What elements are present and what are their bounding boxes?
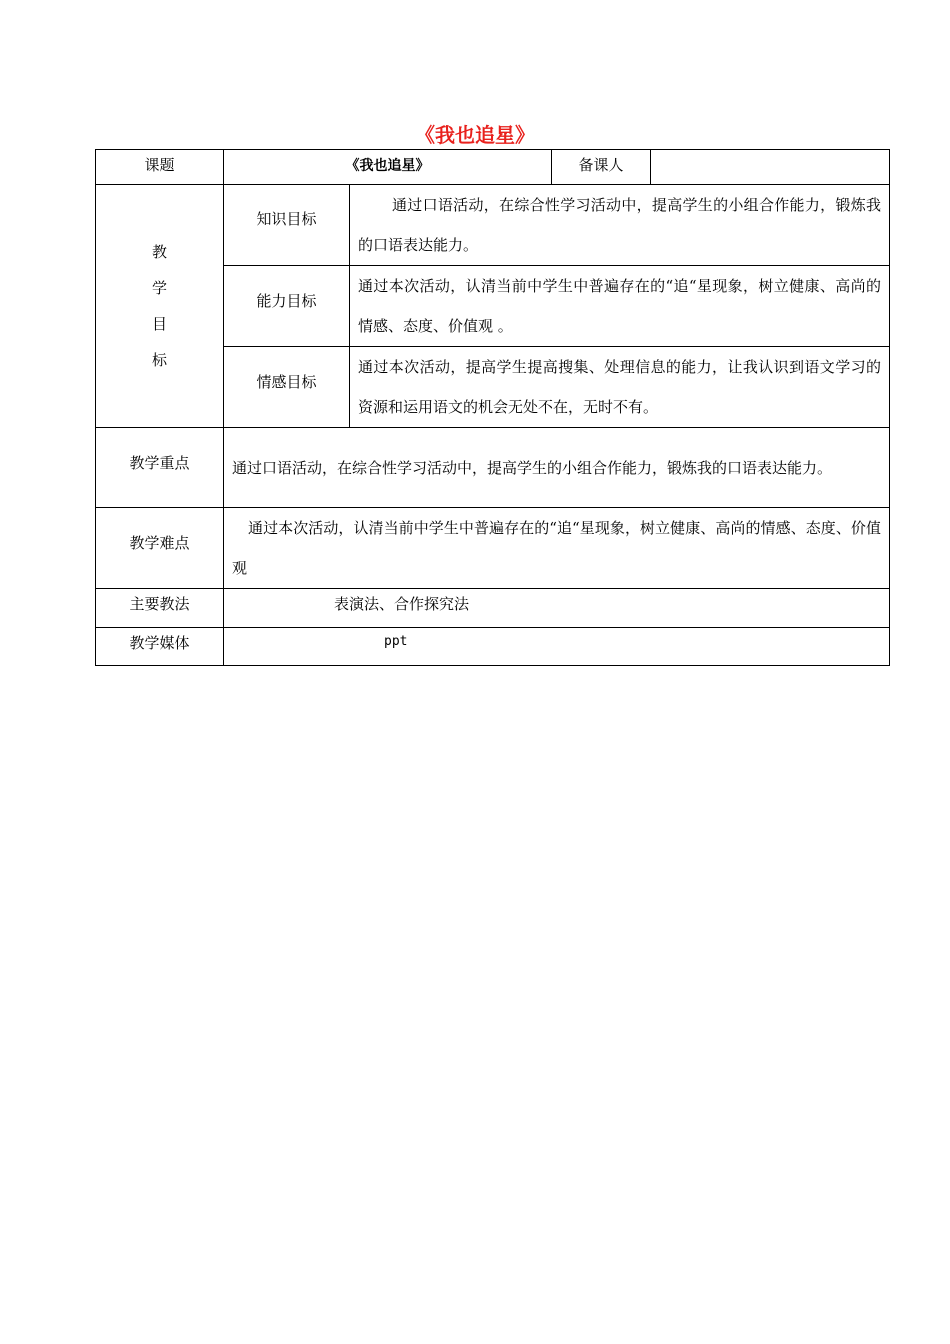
method-label: 主要教法 bbox=[96, 589, 224, 628]
difficulty-label: 教学难点 bbox=[96, 508, 224, 589]
knowledge-row bbox=[96, 185, 890, 266]
objectives-char-2: 学 bbox=[151, 279, 167, 297]
emotion-text: 通过本次活动，提高学生提高搜集、处理信息的能力，让我认识到语文学习的资源和运用语文的机会无处不在，无时不有。 bbox=[350, 347, 890, 428]
objectives-label bbox=[96, 185, 224, 428]
knowledge-label: 知识目标 bbox=[224, 185, 350, 266]
difficulty-text: 通过本次活动，认清当前中学生中普遍存在的“追“星现象，树立健康、高尚的情感、态度、价值观 bbox=[224, 508, 890, 589]
method-row bbox=[96, 589, 890, 628]
knowledge-text: 通过口语活动，在综合性学习活动中，提高学生的小组合作能力，锻炼我的口语表达能力。 bbox=[350, 185, 890, 266]
key-point-label: 教学重点 bbox=[96, 428, 224, 508]
media-text: ppt bbox=[224, 628, 890, 666]
ability-label: 能力目标 bbox=[224, 266, 350, 347]
media-label: 教学媒体 bbox=[96, 628, 224, 666]
objectives-char-4: 标 bbox=[151, 351, 167, 369]
topic-row bbox=[96, 150, 890, 185]
topic-label: 课题 bbox=[96, 150, 224, 185]
method-text: 表演法、合作探究法 bbox=[224, 589, 890, 628]
objectives-char-1: 教 bbox=[151, 243, 167, 261]
key-point-row bbox=[96, 428, 890, 508]
emotion-label: 情感目标 bbox=[224, 347, 350, 428]
document-title: 《我也追星》 bbox=[415, 123, 535, 147]
lesson-plan-table bbox=[95, 149, 890, 666]
preparer-label: 备课人 bbox=[552, 150, 651, 185]
key-point-text: 通过口语活动，在综合性学习活动中，提高学生的小组合作能力，锻炼我的口语表达能力。 bbox=[224, 428, 890, 508]
media-row bbox=[96, 628, 890, 666]
objectives-char-3: 目 bbox=[151, 315, 167, 333]
topic-value: 《我也追星》 bbox=[224, 150, 552, 185]
difficulty-row bbox=[96, 508, 890, 589]
ability-text: 通过本次活动，认清当前中学生中普遍存在的“追“星现象，树立健康、高尚的情感、态度、价值观 。 bbox=[350, 266, 890, 347]
preparer-value bbox=[651, 150, 890, 185]
